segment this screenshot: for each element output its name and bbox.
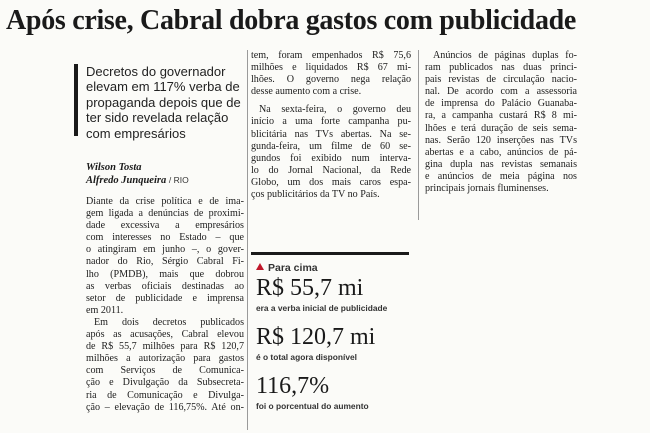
body-line: ria de Comunicação e Divulga- (86, 389, 244, 401)
body-line: nal. De acordo com a assessoria (425, 86, 577, 98)
body-line: milhões a autorização para gastos (86, 353, 244, 365)
body-line: de imprensa do Palácio Guanaba- (425, 98, 577, 110)
body-line: desse aumento com a crise. (251, 86, 362, 98)
body-line: nas. Serão 120 inserções nas TVs (425, 134, 577, 146)
body-line: abertas e a cabo, anúncios de pá- (425, 146, 577, 158)
body-line: Diante da crise política e de ima- (86, 196, 244, 207)
body-line: Anúncios de páginas duplas fo- (433, 50, 577, 61)
sidebox-rule (251, 252, 409, 255)
body-line: gem ligada a denúncias de proximi- (86, 208, 244, 220)
body-line: blicitária nas TVs abertas. Na se- (251, 128, 411, 140)
body-line: Na sexta-feira, o governo deu (259, 104, 411, 116)
body-line: lho (PMDB), mais que dobrou (86, 268, 244, 280)
up-triangle-icon (256, 263, 264, 270)
stat-caption: foi o porcentual do aumento (256, 401, 369, 411)
stat-value: R$ 120,7 mi (256, 324, 376, 350)
body-line: em 2011. (86, 304, 124, 316)
body-line: lo do Jornal Nacional, da Rede (251, 164, 411, 176)
body-line: setor de publicidade e imprensa (86, 292, 244, 304)
column-divider (247, 50, 248, 430)
body-line: gina dupla nas revistas semanais (425, 158, 577, 170)
body-line: as verbas oficiais destinadas ao (86, 280, 244, 292)
deck-accent-bar (74, 64, 78, 136)
stat-value: 116,7% (256, 373, 330, 399)
body-line: início a uma forte campanha pu- (251, 116, 411, 128)
body-line: ra, a campanha custará R$ 8 mi- (425, 110, 577, 122)
body-line: ção e Divulgação da Subsecreta- (86, 377, 244, 389)
body-line: Em dois decretos publicados (94, 316, 244, 328)
body-line: milhões e liquidados R$ 67 mi- (251, 62, 411, 74)
body-line: de R$ 55,7 milhões para R$ 120,7 (86, 341, 244, 353)
body-column-3 (425, 50, 577, 195)
body-line: pais revistas de circulação nacio- (425, 74, 577, 86)
body-line: tem, foram empenhados R$ 75,6 (251, 50, 411, 61)
body-column-1 (86, 196, 244, 414)
headline: Após crise, Cabral dobra gastos com publicidade (6, 5, 577, 36)
sidebox-kicker-label: Para cima (268, 262, 318, 274)
body-line: ram publicados nas duas princi- (425, 62, 577, 74)
column-divider (418, 50, 419, 220)
body-line: após as acusações, Cabral elevou (86, 329, 244, 341)
body-line: ção – elevação de 116,75%. Até on- (86, 401, 244, 413)
deck: Decretos do governador elevam em 117% verba de propaganda depois que de ter sido revelada relação com empresários (86, 64, 241, 141)
body-column-2 (251, 50, 411, 201)
stat-value: R$ 55,7 mi (256, 275, 364, 301)
body-line: o atingiram em junho –, o gover- (86, 244, 244, 256)
body-line: com interesses no Estado – que (86, 232, 244, 244)
body-line: dade excessiva a empresários (86, 220, 244, 232)
stat-caption: era a verba inicial de publicidade (256, 303, 388, 313)
byline-author: Wilson Tosta (86, 162, 142, 173)
sidebox-kicker (256, 262, 318, 274)
body-line: Globo, um dos mais caros espa- (251, 176, 411, 188)
body-line: lhões. O governo nega relação (251, 74, 411, 86)
body-line: e anúncios de meia página nos (425, 170, 577, 182)
byline (86, 161, 189, 187)
body-line: nador do Rio, Sérgio Cabral Fi- (86, 256, 244, 268)
body-line: gunda-feira, um filme de 60 se- (251, 140, 411, 152)
body-line: ços publicitários da TV no País. (251, 189, 380, 201)
body-line: principais jornais fluminenses. (425, 183, 549, 195)
byline-author: Alfredo Junqueira (86, 175, 167, 186)
body-line: com Serviços de Comunica- (86, 365, 244, 377)
body-line: gundos foi exibido num interva- (251, 152, 411, 164)
body-line: lhões e terá duração de seis sema- (425, 122, 577, 134)
stat-caption: é o total agora disponível (256, 352, 357, 362)
byline-place: / RIO (168, 175, 189, 185)
